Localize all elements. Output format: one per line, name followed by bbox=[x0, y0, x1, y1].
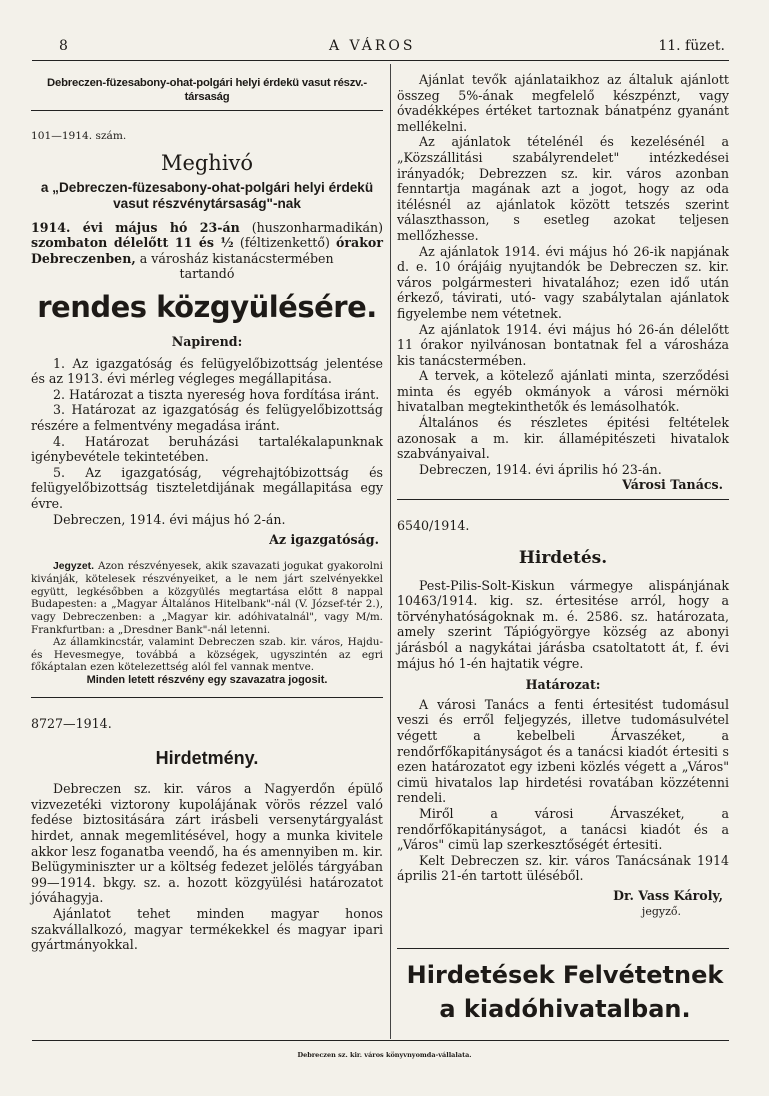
right-column bbox=[397, 72, 729, 919]
footer-rule bbox=[32, 1040, 729, 1041]
notice-p3: Miről a városi Árvaszéket, a rendőrfőkapitányságot, a tanácsi kiadót és a „Város" cimü lap szerkesztőségét értesiti. bbox=[397, 805, 729, 853]
notice-title: Hirdetés. bbox=[518, 547, 608, 568]
agenda-item: 4. Határozat beruházási tartalékalapunknak igénybevétele tekintetében. bbox=[31, 433, 383, 465]
note-bold: Minden letett részvény egy szavazatra jogosit. bbox=[86, 674, 328, 687]
right-paragraph: Általános és részletes épitési feltételek azonosak a m. kir. államépitészeti hivatalok szabványaival. bbox=[397, 415, 729, 462]
meeting-place-bold: Debreczenben, bbox=[31, 250, 136, 266]
tartando-text: tartandó bbox=[179, 266, 235, 282]
notice-p4: Kelt Debreczen sz. kir. város Tanácsának 1914 április 21-én tartott üléséből. bbox=[397, 852, 729, 884]
note-paragraph-2: Az államkincstár, valamint Debreczen szab. kir. város, Hajdu- és Hevesmegye, továbbá a községek, ugyszintén az egri főkáptalan ezen kötelezettség alól fel vannak mentve. bbox=[31, 636, 383, 674]
company-heading: Debreczen-füzesabony-ohat-polgári helyi érdekü vasut részv.-társaság bbox=[47, 77, 367, 103]
announcement-p2: Ajánlatot tehet minden magyar honos szakvállalkozó, magyar termékekkel és magyar ipari gyártmányokkal. bbox=[31, 905, 383, 953]
note-label: Jegyzet. bbox=[53, 560, 95, 572]
page-number: 8 bbox=[59, 38, 68, 54]
signer-1: Városi Tanács. bbox=[622, 477, 723, 493]
announcement-title: Hirdetmény. bbox=[155, 748, 259, 769]
agenda-item: 1. Az igazgatóság és felügyelőbizottság jelentése és az 1913. évi mérleg végleges megállapitása. bbox=[31, 355, 383, 387]
meeting-place-text: a városház kistanácstermében bbox=[135, 250, 334, 266]
page-header bbox=[57, 38, 727, 60]
right-paragraph: Ajánlat tevők ajánlataikhoz az általuk ajánlott összeg 5%-ának megfelelő készpénzt, vagy óvadékképes értéket tartoznak bánatpénz gyanánt mellékelni. bbox=[397, 72, 729, 134]
dated-line: Debreczen, 1914. évi május hó 2-án. bbox=[53, 511, 286, 527]
note-text: Azon részvényesek, akik szavazati jogukat gyakorolni kivánják, kötelesek részvényeiket, a le nem járt szelvényekkel együtt, legkésőbben a közgyülés megtartása előtt 8 nappal Budapesten: a „Magyar Általános Hitelbank"-nál (V. József-tér 2.), vagy Debreczenben: a „Magyar kir. adóhivatalnál", vagy M/m. Frankfurtban: a „Dresdner Bank"-nál letenni. bbox=[31, 559, 383, 636]
signer-2-title: jegyző. bbox=[641, 904, 681, 918]
section-rule bbox=[397, 499, 729, 500]
advertisement-block bbox=[400, 958, 730, 1026]
invitation-subtitle: a „Debreczen-füzesabony-ohat-polgári helyi érdekü vasut részvénytársaság"-nak bbox=[40, 179, 374, 211]
meeting-time-bold2: órakor bbox=[336, 235, 383, 251]
agenda-item: 3. Határozat az igazgatóság és felügyelőbizottság részére a felmentvény megadása iránt. bbox=[31, 402, 383, 433]
reference-number-3: 6540/1914. bbox=[397, 518, 470, 534]
right-paragraph: Debreczen, 1914. évi április hó 23-án. bbox=[419, 461, 662, 477]
meeting-time-text: (féltizenkettő) bbox=[233, 235, 337, 251]
agenda-item: 2. Határozat a tiszta nyereség hova fordítása iránt. bbox=[53, 386, 380, 402]
meeting-date-text: (huszonharmadikán) bbox=[239, 219, 383, 235]
reference-number: 101—1914. szám. bbox=[31, 130, 127, 142]
header-rule bbox=[32, 60, 729, 61]
section-rule bbox=[31, 110, 383, 111]
agenda-heading: Napirend: bbox=[171, 333, 243, 349]
resolution-heading: Határozat: bbox=[525, 677, 601, 693]
notice-p2: A városi Tanács a fenti értesitést tudomásul veszi és erről feljegyzés, illetve tudomásulvétel végett a kebelbeli Árvaszéket, a rendőrfőkapitányságot és a tanácsi kiadót értesiti s ezen határozatot egy izbeni közlés végett a „Város" cimü hivatalos lap hirdetési rovatában közzétenni rendeli. bbox=[397, 696, 729, 806]
journal-title: A VÁROS bbox=[329, 38, 416, 54]
reference-number-2: 8727—1914. bbox=[31, 715, 112, 731]
right-paragraph: Az ajánlatok 1914. évi május hó 26-ik napjának d. e. 10 órájáig nyujtandók be Debreczen sz. kir. város polgármesteri hivatalához; ezen idő után érkező, távirati, utó- vagy szabálytalan ajánlatok figyelembe nem vétetnek. bbox=[397, 243, 729, 321]
signer: Az igazgatóság. bbox=[269, 532, 379, 548]
issue-number: 11. füzet. bbox=[658, 38, 725, 54]
notice-p1: Pest-Pilis-Solt-Kiskun vármegye alispánjának 10463/1914. kig. sz. értesitése arról, hogy a törvényhatóságoknak m. é. 2586. sz. határozata, amely szerint Tápiógyörgye község az abonyi járásból a nagykátai járásba csatoltatott át, f. évi május hó 1-én hajtatik végre. bbox=[397, 577, 729, 671]
ad-line-2: a kiadóhivatalban. bbox=[439, 995, 691, 1023]
note-paragraph bbox=[31, 560, 383, 637]
right-paragraph: Az ajánlatok 1914. évi május hó 26-án délelőtt 11 órakor nyilvánosan bontatnak fel a városháza kis tanácstermében. bbox=[397, 321, 729, 368]
meeting-title: rendes közgyülésére. bbox=[37, 289, 377, 324]
section-rule bbox=[31, 697, 383, 698]
meeting-date-bold: 1914. évi május hó 23-án bbox=[31, 219, 240, 235]
column-divider bbox=[390, 64, 391, 1039]
section-rule bbox=[397, 948, 729, 949]
invitation-title: Meghivó bbox=[160, 150, 254, 175]
right-paragraph: Az ajánlatok tételénél és kezelésénél a „Közszállitási szabályrendelet" intézkedései irányadók; Debrezzen sz. kir. város azonban fenntartja magának azt a jogot, hogy az oda itélésnél az ajánlatok között tetszés szerint választhasson, s esetleg azokat teljesen mellőzhesse. bbox=[397, 134, 729, 243]
printer-footer: Debreczen sz. kir. város könyvnyomda-vállalata. bbox=[297, 1051, 472, 1059]
left-column bbox=[31, 76, 383, 953]
signer-2: Dr. Vass Károly, bbox=[613, 887, 723, 903]
meeting-date bbox=[31, 220, 383, 267]
ad-line-1: Hirdetések Felvétetnek bbox=[406, 961, 724, 989]
right-paragraph: A tervek, a kötelező ajánlati minta, szerződési minta és egyéb okmányok a városi mérnöki hivatalban megtekinthetők és lemásolhatók. bbox=[397, 368, 729, 415]
meeting-time-bold: szombaton délelőtt 11 és ½ bbox=[31, 235, 234, 251]
agenda-item: 5. Az igazgatóság, végrehajtóbizottság és felügyelőbizottság tiszteletdijának megállapitása egy évre. bbox=[31, 464, 383, 511]
announcement-p1: Debreczen sz. kir. város a Nagyerdőn épülő vizvezetéki viztorony kupolájának vörös rézzel való fedése biztositására zárt irásbeli versenytárgyalást hirdet, annak megemlitésével, hogy a munka kivitele akkor lesz foganatba veendő, ha és amennyiben m. kir. Belügyminiszter ur a költség fedezet jelölés tárgyában 99—1914. bkgy. sz. a. hozott közgyülési határozatot jóváhagyja. bbox=[31, 781, 383, 906]
